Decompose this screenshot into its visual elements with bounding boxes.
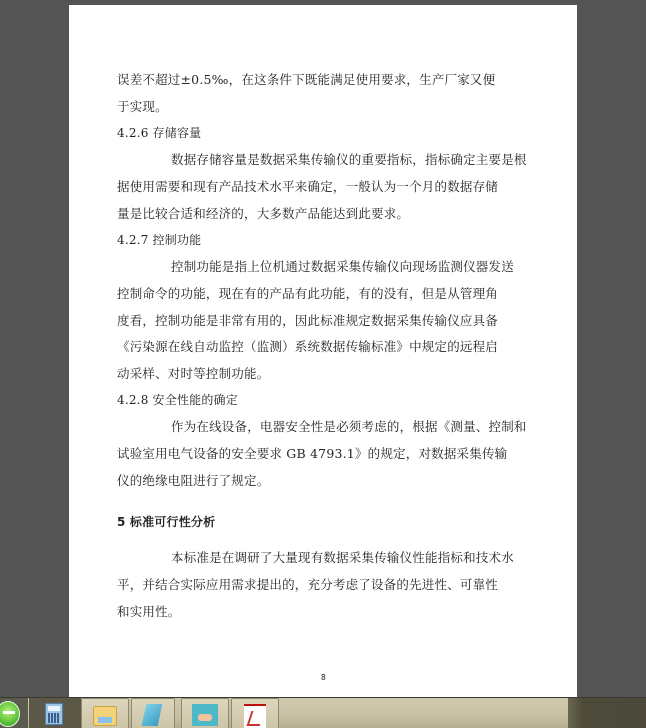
taskbar-item-file-explorer[interactable]	[81, 698, 129, 728]
body-line: 误差不超过±0.5‰，在这条件下既能满足使用要求，生产厂家又便	[117, 72, 496, 87]
folder-icon	[93, 706, 117, 726]
body-line: 平，并结合实际应用需求提出的，充分考虑了设备的先进性、可靠性	[117, 577, 499, 592]
pdf-icon	[244, 704, 266, 728]
body-line: 和实用性。	[117, 604, 181, 619]
taskbar-item-pdf-reader[interactable]	[231, 698, 279, 728]
body-line: 仪的绝缘电阻进行了规定。	[117, 473, 270, 488]
page-number: 8	[321, 673, 326, 682]
body-line: 数据存储容量是数据采集传输仪的重要指标，指标确定主要是根	[171, 152, 527, 167]
body-line: 度看，控制功能是非常有用的，因此标准规定数据采集传输仪应具备	[117, 313, 499, 328]
taskbar-item-handshake-app[interactable]	[181, 698, 229, 728]
notification-area[interactable]	[568, 698, 646, 728]
notepad-icon	[142, 704, 163, 726]
taskbar-item-notepad[interactable]	[131, 698, 175, 728]
section-5-heading: 5 标准可行性分析	[117, 515, 216, 529]
body-line: 据使用需要和现有产品技术水平来确定，一般认为一个月的数据存储	[117, 179, 499, 194]
body-line: 量是比较合适和经济的，大多数产品能达到此要求。	[117, 206, 410, 221]
body-line: 动采样、对时等控制功能。	[117, 366, 270, 381]
body-line: 于实现。	[117, 99, 168, 114]
start-button[interactable]	[0, 698, 28, 728]
body-line: 试验室用电气设备的安全要求 GB 4793.1》的规定，对数据采集传输	[117, 446, 508, 461]
body-line: 控制命令的功能，现在有的产品有此功能，有的没有，但是从管理角	[117, 286, 499, 301]
document-page	[69, 5, 577, 697]
windows-orb-icon	[0, 701, 20, 727]
heading-4-2-8: 4.2.8 安全性能的确定	[117, 393, 238, 407]
heading-4-2-6: 4.2.6 存储容量	[117, 126, 202, 140]
body-line: 作为在线设备，电器安全性是必须考虑的，根据《测量、控制和	[171, 419, 527, 434]
taskbar-item-calculator[interactable]	[29, 698, 81, 728]
body-line: 《污染源在线自动监控（监测）系统数据传输标准》中规定的远程启	[117, 339, 499, 354]
body-line: 本标准是在调研了大量现有数据采集传输仪性能指标和技术水	[171, 550, 514, 565]
calculator-icon	[45, 703, 63, 725]
taskbar	[0, 697, 646, 728]
heading-4-2-7: 4.2.7 控制功能	[117, 233, 202, 247]
body-line: 控制功能是指上位机通过数据采集传输仪向现场监测仪器发送	[171, 259, 514, 274]
handshake-icon	[192, 704, 218, 726]
